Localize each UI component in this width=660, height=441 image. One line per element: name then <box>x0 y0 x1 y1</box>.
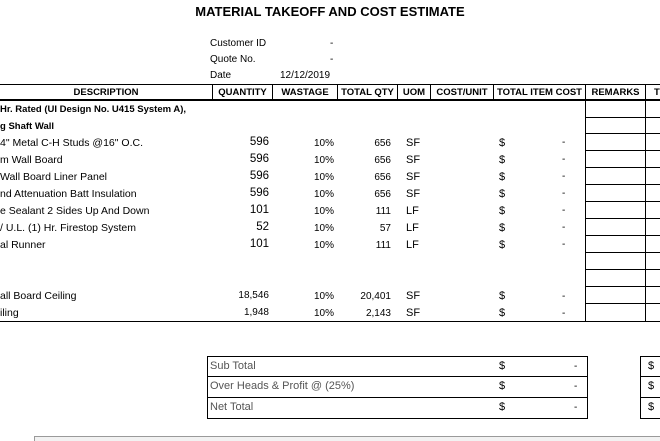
date-label: Date <box>210 70 232 81</box>
remarks-row-line <box>586 150 660 151</box>
quote-no-label: Quote No. <box>210 54 256 65</box>
row-uom: SF <box>406 307 421 319</box>
remarks-row-line <box>586 167 660 168</box>
summary-right-dollar: $ <box>648 360 655 372</box>
row-total-qty: 2,143 <box>365 308 391 319</box>
row-uom: SF <box>406 154 421 166</box>
row-dollar: $ <box>499 137 506 149</box>
remarks-row-line <box>586 269 660 270</box>
remarks-row-line <box>586 235 660 236</box>
row-dollar: $ <box>499 239 506 251</box>
section-heading-line-1: Hr. Rated (UI Design No. U415 System A), <box>0 104 187 115</box>
row-wastage: 10% <box>313 223 334 234</box>
row-total-qty: 111 <box>375 240 391 251</box>
row-total-qty: 57 <box>379 223 391 234</box>
summary-net-total-dollar: $ <box>499 401 506 413</box>
remarks-row-line <box>586 286 660 287</box>
row-cost: - <box>562 222 566 233</box>
row-wastage: 10% <box>313 308 334 319</box>
row-uom: SF <box>406 171 421 183</box>
row-total-qty: 656 <box>374 155 391 166</box>
row-uom: LF <box>406 205 419 217</box>
summary-net-total-value: - <box>574 402 578 413</box>
row-quantity: 596 <box>249 136 269 148</box>
row-total-qty: 111 <box>375 206 391 217</box>
remarks-row-line <box>586 252 660 253</box>
row-description: al Runner <box>0 239 46 251</box>
table-bottom-border <box>0 321 660 322</box>
summary-subtotal-label: Sub Total <box>210 360 256 372</box>
row-quantity: 52 <box>256 221 269 233</box>
document-title: MATERIAL TAKEOFF AND COST ESTIMATE <box>195 4 465 19</box>
row-quantity: 18,546 <box>238 290 269 301</box>
summary-row-line <box>207 376 587 377</box>
row-wastage: 10% <box>313 189 334 200</box>
header-description: DESCRIPTION <box>73 87 139 98</box>
row-quantity: 101 <box>249 204 269 216</box>
row-cost: - <box>562 205 566 216</box>
row-wastage: 10% <box>313 291 334 302</box>
row-quantity: 1,948 <box>243 307 269 318</box>
row-description: / U.L. (1) Hr. Firestop System <box>0 222 136 234</box>
row-description: nd Attenuation Batt Insulation <box>0 188 137 200</box>
remarks-row-line <box>586 303 660 304</box>
row-wastage: 10% <box>313 172 334 183</box>
header-cost-unit: COST/UNIT <box>436 87 488 98</box>
header-extra: T <box>654 87 660 98</box>
row-wastage: 10% <box>313 240 334 251</box>
header-total-item-cost: TOTAL ITEM COST <box>497 87 582 98</box>
summary-net-total-label: Net Total <box>210 401 254 413</box>
row-dollar: $ <box>499 171 506 183</box>
summary-overhead-label: Over Heads & Profit @ (25%) <box>210 380 355 392</box>
header-remarks: REMARKS <box>591 87 640 98</box>
remarks-row-line <box>586 133 660 134</box>
summary-overhead-dollar: $ <box>499 380 506 392</box>
row-quantity: 596 <box>249 187 269 199</box>
summary-right-row-line <box>640 376 660 377</box>
row-dollar: $ <box>499 222 506 234</box>
row-wastage: 10% <box>313 155 334 166</box>
row-total-qty: 656 <box>374 172 391 183</box>
row-cost: - <box>562 188 566 199</box>
row-description: e Sealant 2 Sides Up And Down <box>0 205 150 217</box>
row-cost: - <box>562 291 566 302</box>
header-quantity: QUANTITY <box>218 87 267 98</box>
quote-no-value: - <box>330 54 334 65</box>
row-dollar: $ <box>499 154 506 166</box>
row-dollar: $ <box>499 290 506 302</box>
summary-right-dollar: $ <box>648 401 655 413</box>
row-uom: LF <box>406 222 419 234</box>
summary-subtotal-value: - <box>574 361 578 372</box>
row-uom: SF <box>406 188 421 200</box>
remarks-row-line <box>586 117 660 118</box>
row-total-qty: 656 <box>374 138 391 149</box>
row-dollar: $ <box>499 205 506 217</box>
row-description: Wall Board Liner Panel <box>0 171 107 183</box>
bottom-panel-edge <box>34 436 660 441</box>
row-dollar: $ <box>499 188 506 200</box>
row-cost: - <box>562 239 566 250</box>
row-description: iling <box>0 307 19 319</box>
customer-id-label: Customer ID <box>210 38 267 49</box>
header-wastage: WASTAGE <box>281 87 329 98</box>
header-total-qty: TOTAL QTY <box>341 87 394 98</box>
row-wastage: 10% <box>313 138 334 149</box>
row-cost: - <box>562 154 566 165</box>
row-quantity: 596 <box>249 170 269 182</box>
remarks-row-line <box>586 218 660 219</box>
row-uom: SF <box>406 137 421 149</box>
row-quantity: 101 <box>249 238 269 250</box>
summary-row-line <box>207 397 587 398</box>
row-cost: - <box>562 171 566 182</box>
row-total-qty: 656 <box>374 189 391 200</box>
row-uom: SF <box>406 290 421 302</box>
date-value: 12/12/2019 <box>280 70 331 81</box>
section-heading-line-2: g Shaft Wall <box>0 121 55 132</box>
row-description: m Wall Board <box>0 154 63 166</box>
row-description: all Board Ceiling <box>0 290 77 302</box>
summary-right-dollar: $ <box>648 380 655 392</box>
row-uom: LF <box>406 239 419 251</box>
row-total-qty: 20,401 <box>360 291 391 302</box>
summary-right-row-line <box>640 397 660 398</box>
summary-subtotal-dollar: $ <box>499 360 506 372</box>
header-uom: UOM <box>402 87 426 98</box>
remarks-row-line <box>586 201 660 202</box>
summary-overhead-value: - <box>574 381 578 392</box>
customer-id-value: - <box>330 38 334 49</box>
row-cost: - <box>562 308 566 319</box>
header-bottom-border <box>0 99 660 101</box>
row-cost: - <box>562 137 566 148</box>
row-description: 4" Metal C-H Studs @16" O.C. <box>0 137 143 149</box>
row-wastage: 10% <box>313 206 334 217</box>
remarks-row-line <box>586 184 660 185</box>
row-quantity: 596 <box>249 153 269 165</box>
row-dollar: $ <box>499 307 506 319</box>
header-top-border <box>0 84 660 85</box>
